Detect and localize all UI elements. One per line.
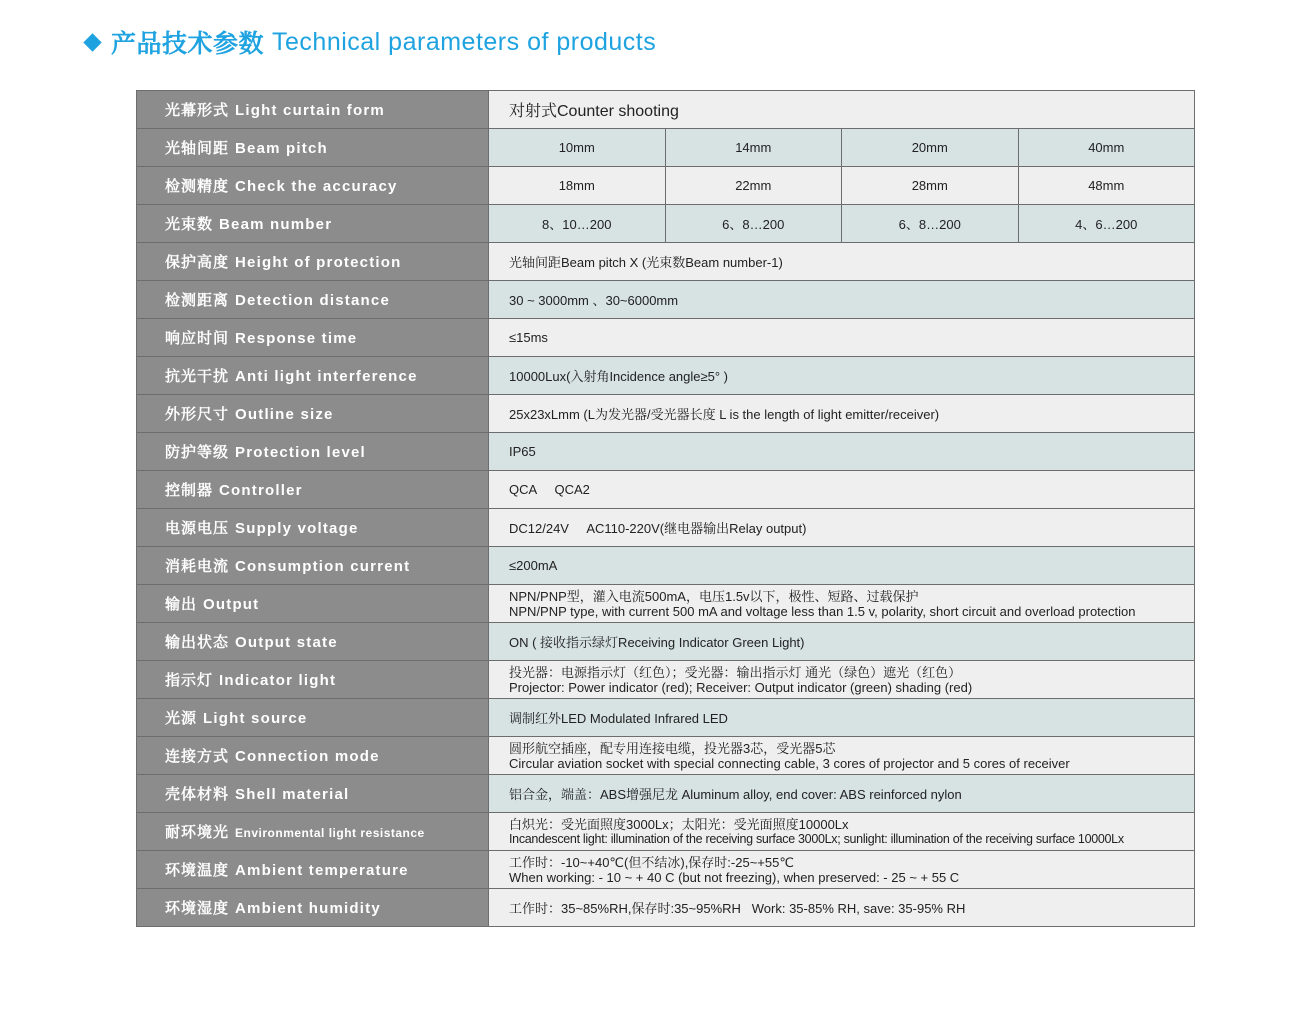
row-value: DC12/24V AC110-220V(继电器输出Relay output) bbox=[489, 509, 1195, 547]
row-cell: 10mm bbox=[489, 129, 666, 167]
row-value-cn: 投光器：电源指示灯（红色）；受光器：输出指示灯 通光（绿色）遮光（红色） bbox=[509, 664, 962, 680]
table-row bbox=[137, 319, 1195, 357]
row-label: 抗光干扰 Anti light interference bbox=[137, 357, 489, 395]
table-row bbox=[137, 547, 1195, 585]
row-label: 输出状态 Output state bbox=[137, 623, 489, 661]
row-cell: 20mm bbox=[842, 129, 1019, 167]
table-row bbox=[137, 471, 1195, 509]
row-value-en: Circular aviation socket with special connecting cable, 3 cores of projector and 5 cores of receiver bbox=[509, 755, 1070, 771]
row-label: 保护高度 Height of protection bbox=[137, 243, 489, 281]
row-label: 耐环境光 Environmental light resistance bbox=[137, 813, 489, 851]
table-row bbox=[137, 661, 1195, 699]
row-cell: 14mm bbox=[665, 129, 842, 167]
row-value: IP65 bbox=[489, 433, 1195, 471]
heading-en: Technical parameters of products bbox=[272, 27, 657, 56]
diamond-bullet-icon bbox=[83, 33, 101, 51]
table-row bbox=[137, 509, 1195, 547]
row-value-cn: 圆形航空插座，配专用连接电缆，投光器3芯，受光器5芯 bbox=[509, 740, 836, 756]
row-cell: 48mm bbox=[1018, 167, 1195, 205]
table-row bbox=[137, 395, 1195, 433]
row-cell: 4、6…200 bbox=[1018, 205, 1195, 243]
row-label: 光源 Light source bbox=[137, 699, 489, 737]
row-value: 30 ~ 3000mm 、30~6000mm bbox=[489, 281, 1195, 319]
row-label: 检测精度 Check the accuracy bbox=[137, 167, 489, 205]
row-cell: 8、10…200 bbox=[489, 205, 666, 243]
table-row bbox=[137, 433, 1195, 471]
row-cell: 6、8…200 bbox=[842, 205, 1019, 243]
row-cell: 40mm bbox=[1018, 129, 1195, 167]
row-value-cn: NPN/PNP型，灌入电流500mA，电压1.5v以下，极性、短路、过载保护 bbox=[509, 588, 919, 604]
table-row bbox=[137, 243, 1195, 281]
row-label: 电源电压 Supply voltage bbox=[137, 509, 489, 547]
table-row bbox=[137, 129, 1195, 167]
row-value: ≤200mA bbox=[489, 547, 1195, 585]
spec-table bbox=[136, 90, 1195, 927]
row-label: 光束数 Beam number bbox=[137, 205, 489, 243]
row-value bbox=[489, 661, 1195, 699]
row-label: 消耗电流 Consumption current bbox=[137, 547, 489, 585]
table-row bbox=[137, 851, 1195, 889]
table-row bbox=[137, 357, 1195, 395]
row-value: ≤15ms bbox=[489, 319, 1195, 357]
row-value-en: NPN/PNP type, with current 500 mA and voltage less than 1.5 v, polarity, short circuit and overload protection bbox=[509, 603, 1136, 619]
row-value: QCA QCA2 bbox=[489, 471, 1195, 509]
row-label: 环境温度 Ambient temperature bbox=[137, 851, 489, 889]
row-value: 10000Lux(入射角Incidence angle≥5° ) bbox=[489, 357, 1195, 395]
row-value: ON ( 接收指示绿灯Receiving Indicator Green Light) bbox=[489, 623, 1195, 661]
row-value: 调制红外LED Modulated Infrared LED bbox=[489, 699, 1195, 737]
row-label: 壳体材料 Shell material bbox=[137, 775, 489, 813]
row-label: 防护等级 Protection level bbox=[137, 433, 489, 471]
table-row bbox=[137, 813, 1195, 851]
row-label: 响应时间 Response time bbox=[137, 319, 489, 357]
row-value-en: When working: - 10 ~ + 40 C (but not freezing), when preserved: - 25 ~ + 55 C bbox=[509, 869, 960, 885]
row-value: 对射式Counter shooting bbox=[489, 91, 1195, 129]
row-label: 输出 Output bbox=[137, 585, 489, 623]
row-value bbox=[489, 813, 1195, 851]
row-value-en: Incandescent light: illumination of the receiving surface 3000Lx; sunlight: illumination of the receiving surface 10000Lx bbox=[509, 831, 1124, 846]
row-label: 检测距离 Detection distance bbox=[137, 281, 489, 319]
row-value bbox=[489, 585, 1195, 623]
row-label: 外形尺寸 Outline size bbox=[137, 395, 489, 433]
row-value: 光轴间距Beam pitch X (光束数Beam number-1) bbox=[489, 243, 1195, 281]
row-label: 控制器 Controller bbox=[137, 471, 489, 509]
row-value bbox=[489, 737, 1195, 775]
row-value-en: Projector: Power indicator (red); Receiver: Output indicator (green) shading (red) bbox=[509, 679, 973, 695]
row-value: 工作时：35~85%RH,保存时:35~95%RH Work: 35-85% RH, save: 35-95% RH bbox=[489, 889, 1195, 927]
table-row bbox=[137, 889, 1195, 927]
table-row bbox=[137, 699, 1195, 737]
table-row bbox=[137, 775, 1195, 813]
row-value-cn: 工作时：-10~+40℃(但不结冰),保存时:-25~+55℃ bbox=[509, 854, 794, 870]
row-cell: 28mm bbox=[842, 167, 1019, 205]
row-value bbox=[489, 851, 1195, 889]
row-label: 光幕形式 Light curtain form bbox=[137, 91, 489, 129]
table-row bbox=[137, 737, 1195, 775]
row-cell: 18mm bbox=[489, 167, 666, 205]
row-value-cn: 白炽光：受光面照度3000Lx；太阳光：受光面照度10000Lx bbox=[509, 816, 849, 832]
table-row bbox=[137, 91, 1195, 129]
table-row bbox=[137, 281, 1195, 319]
table-row bbox=[137, 205, 1195, 243]
row-cell: 6、8…200 bbox=[665, 205, 842, 243]
row-label: 指示灯 Indicator light bbox=[137, 661, 489, 699]
row-value: 25x23xLmm (L为发光器/受光器长度 L is the length of light emitter/receiver) bbox=[489, 395, 1195, 433]
row-label: 环境湿度 Ambient humidity bbox=[137, 889, 489, 927]
row-value: 铝合金，端盖：ABS增强尼龙 Aluminum alloy, end cover: ABS reinforced nylon bbox=[489, 775, 1195, 813]
table-row bbox=[137, 585, 1195, 623]
row-label: 连接方式 Connection mode bbox=[137, 737, 489, 775]
table-row bbox=[137, 623, 1195, 661]
table-row bbox=[137, 167, 1195, 205]
row-label: 光轴间距 Beam pitch bbox=[137, 129, 489, 167]
row-cell: 22mm bbox=[665, 167, 842, 205]
section-heading bbox=[82, 24, 656, 60]
heading-cn: 产品技术参数 bbox=[111, 30, 265, 58]
